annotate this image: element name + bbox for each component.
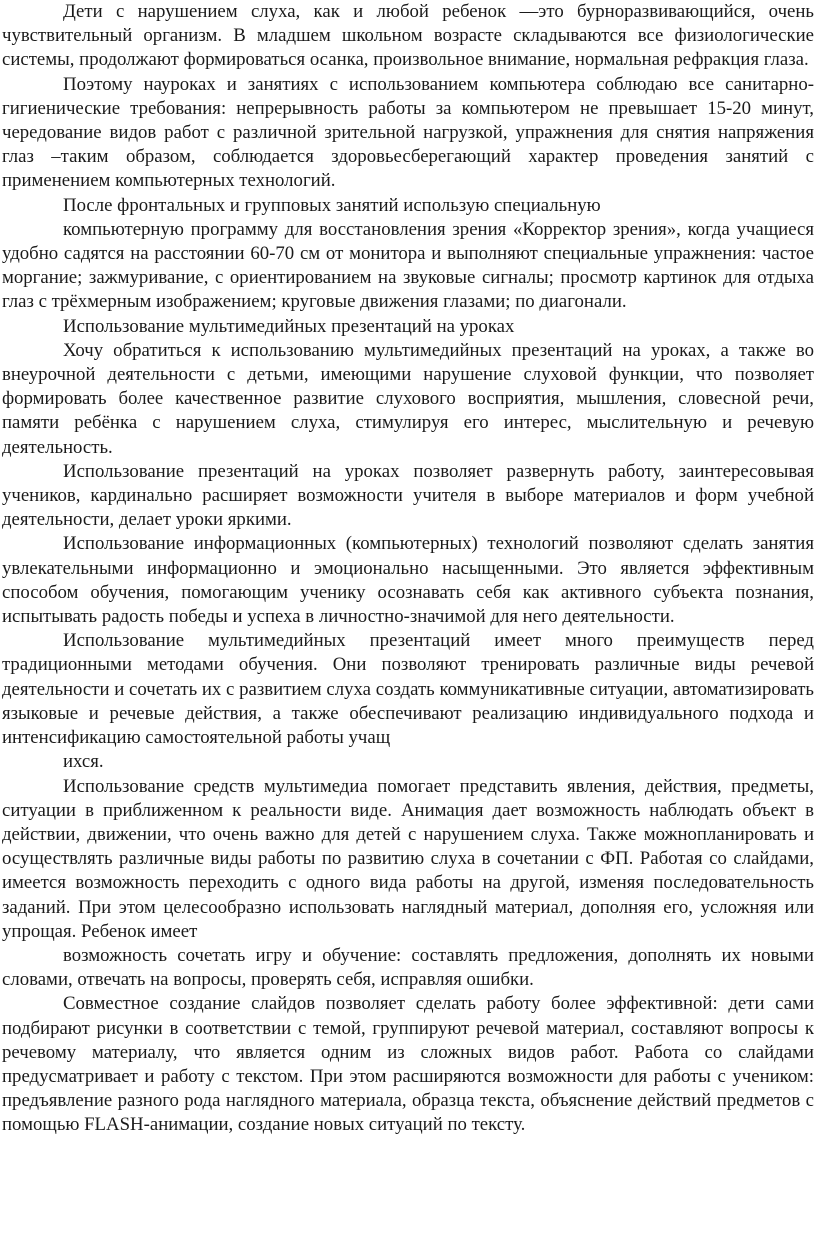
paragraph-presentations-lessons: Использование презентаций на уроках позволяет развернуть работу, заинтересовывая учеников, кардинально расширяет возможности учителя в выборе материалов и форм учебной деятельности, делает уроки яркими. [2,460,814,531]
paragraph-hearing-children: Дети с нарушением слуха, как и любой ребенок —это бурноразвивающийся, очень чувствительный организм. В младшем школьном возрасте складываются все физиологические системы, продолжают формироваться осанка, произвольное внимание, нормальная рефракция глаза. [2,1,814,71]
paragraph-multimedia-tools: Использование средств мультимедиа помогает представить явления, действия, предметы, ситуации в приближенном к реальности виде. Анимация дает возможность наблюдать объект в действии, движении, что очень важно для детей с нарушением слуха. Также можнопланировать и осуществлять различные виды работы по развитию слуха в сочетании с ФП. Работая со слайдами, имеется возможность переходить с одного вида работы на другой, изменяя последовательность заданий. При этом целесообразно использовать наглядный материал, дополняя его, усложняя или упрощая. Ребенок имеет [2,775,814,942]
paragraph-after-lessons: После фронтальных и групповых занятий использую специальную [63,194,601,216]
paragraph-vision-program: компьютерную программу для восстановления зрения «Корректор зрения», когда учащиеся удобно садятся на расстоянии 60-70 см от монитора и выполняют специальные упражнения: частое моргание; зажмуривание, с ориентированием на звуковые сигналы; просмотр картинок для отдыха глаз с трёхмерным изображением; круговые движения глазами; по диагонали. [2,218,814,313]
paragraph-sanitary-requirements: Поэтому науроках и занятиях с использованием компьютера соблюдаю все санитарно-гигиенические требования: непрерывность работы за компьютером не превышает 15-20 минут, чередование видов работ с различной зрительной нагрузкой, упражнения для снятия напряжения глаз –таким образом, соблюдается здоровьесберегающий характер проведения занятий с применением компьютерных технологий. [2,73,814,192]
paragraph-joint-slides: Совместное создание слайдов позволяет сделать работу более эффективной: дети сами подбирают рисунки в соответствии с темой, группируют речевой материал, составляют вопросы к речевому материалу, что является одним из сложных видов работ. Работа со слайдами предусматривает и работу с текстом. При этом расширяются возможности для работы с учеником: предъявление разного рода наглядного материала, образца текста, объяснение действий предметов с помощью FLASH-анимации, создание новых ситуаций по тексту. [2,993,814,1136]
section-heading-presentations: Использование мультимедийных презентаций на уроках [63,315,515,337]
paragraph-information-technologies: Использование информационных (компьютерных) технологий позволяют сделать занятия увлекательными информационно и эмоционально насыщенными. Это является эффективным способом обучения, помогающим ученику осознавать себя как активного субъекта познания, испытывать радость победы и успеха в личностно-значимой для него деятельности. [2,533,814,628]
paragraph-game-and-learning: возможность сочетать игру и обучение: составлять предложения, дополнять их новыми словами, отвечать на вопросы, проверять себя, исправляя ошибки. [2,944,814,991]
paragraph-fragment: ихся. [63,751,104,773]
paragraph-multimedia-advantages: Использование мультимедийных презентаций имеет много преимуществ перед традиционными методами обучения. Они позволяют тренировать различные виды речевой деятельности и сочетать их с развитием слуха создать коммуникативные ситуации, автоматизировать языковые и речевые действия, а также обеспечивают реализацию индивидуального подхода и интенсификацию самостоятельной работы учащ [2,630,814,749]
paragraph-multimedia-use: Хочу обратиться к использованию мультимедийных презентаций на уроках, а также во внеурочной деятельности с детьми, имеющими нарушение слуховой функции, что позволяет формировать более качественное развитие слухового восприятия, мышления, словесной речи, памяти ребёнка с нарушением слуха, стимулируя его интерес, мыслительную и речевую деятельность. [2,339,814,458]
